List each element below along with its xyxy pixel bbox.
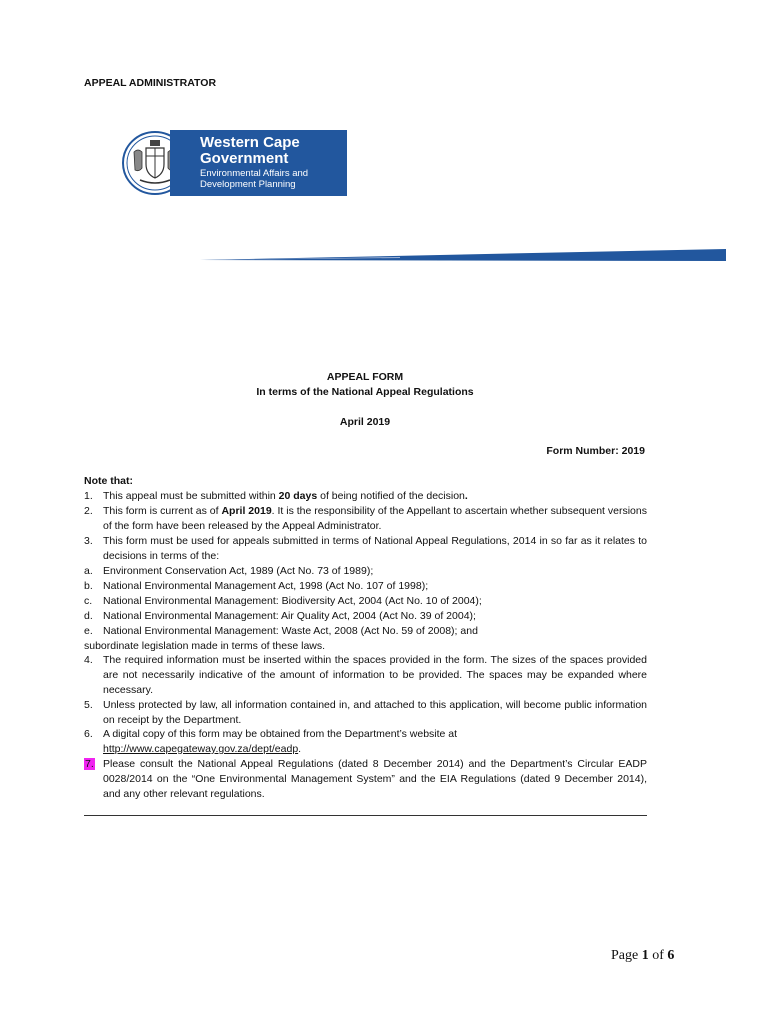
note-number: 6. [84,728,93,740]
note-item-4 [84,653,647,698]
form-subtitle: In terms of the National Appeal Regulations [256,386,474,398]
note-text: This form is current as of April 2019. It is the responsibility of the Appellant to ascertain whether subsequent versions of the form have been released by the Appeal Administrator. [103,505,647,532]
note-text: The required information must be inserted within the spaces provided in the form. The sizes of the spaces provided are not necessarily indicative of the amount of information to be provided. The spaces may be expanded where necessary. [103,654,647,696]
act-item-c: c. National Environmental Management: Biodiversity Act, 2004 (Act No. 10 of 2004); [84,595,482,607]
note-number: 4. [84,654,93,666]
note-text: Unless protected by law, all information contained in, and attached to this application, will become public information on receipt by the Department. [103,699,647,726]
note-item-5 [84,698,647,728]
decorative-swoosh-bar [200,248,726,262]
note-item-2 [84,504,647,534]
form-date: April 2019 [339,416,391,428]
appeal-administrator-heading: APPEAL ADMINISTRATOR [84,77,217,89]
note-item-1 [84,489,647,504]
act-item-e: e. National Environmental Management: Waste Act, 2008 (Act No. 59 of 2008); and [84,625,478,637]
note-text: A digital copy of this form may be obtained from the Department’s website at http://www.capegateway.gov.za/dept/eadp. [103,728,458,755]
note-number-highlighted: 7. [85,758,94,770]
logo-line-department-1: Environmental Affairs and [200,168,309,179]
act-item-a: a. Environment Conservation Act, 1989 (Act No. 73 of 1989); [84,565,374,577]
note-number: 3. [84,535,93,547]
note-number: 1. [84,490,93,502]
logo-line-department-2: Development Planning [200,179,296,190]
department-website-link[interactable]: http://www.capegateway.gov.za/dept/eadp [103,743,299,755]
note-item-3 [84,534,647,564]
western-cape-government-logo [122,130,347,196]
note-number: 2. [84,505,93,517]
page-indicator: Page 1 of 6 [611,948,675,963]
section-divider [84,815,647,816]
note-text: This appeal must be submitted within 20 days of being notified of the decision. [103,490,468,502]
logo-line-western-cape: Western Cape [200,134,300,151]
act-item-b: b. National Environmental Management Act, 1998 (Act No. 107 of 1998); [84,580,429,592]
note-item-6 [84,727,647,757]
notes-heading: Note that: [84,475,133,487]
subordinate-legislation-text: subordinate legislation made in terms of these laws. [84,640,326,652]
form-number: Form Number: 2019 [546,445,645,457]
logo-line-government: Government [200,150,289,167]
note-number: 5. [84,699,93,711]
note-item-7 [84,757,647,802]
form-title: APPEAL FORM [326,371,404,383]
act-item-d: d. National Environmental Management: Air Quality Act, 2004 (Act No. 39 of 2004); [84,610,476,622]
note-text: This form must be used for appeals submitted in terms of National Appeal Regulations, 2014 in so far as it relates to decisions in terms of the: [103,535,647,562]
note-text: Please consult the National Appeal Regulations (dated 8 December 2014) and the Department’s Circular EADP 0028/2014 on the “One Environmental Management System” and the EIA Regulations (dated 9 December 2014), and any other relevant regulations. [103,758,647,800]
